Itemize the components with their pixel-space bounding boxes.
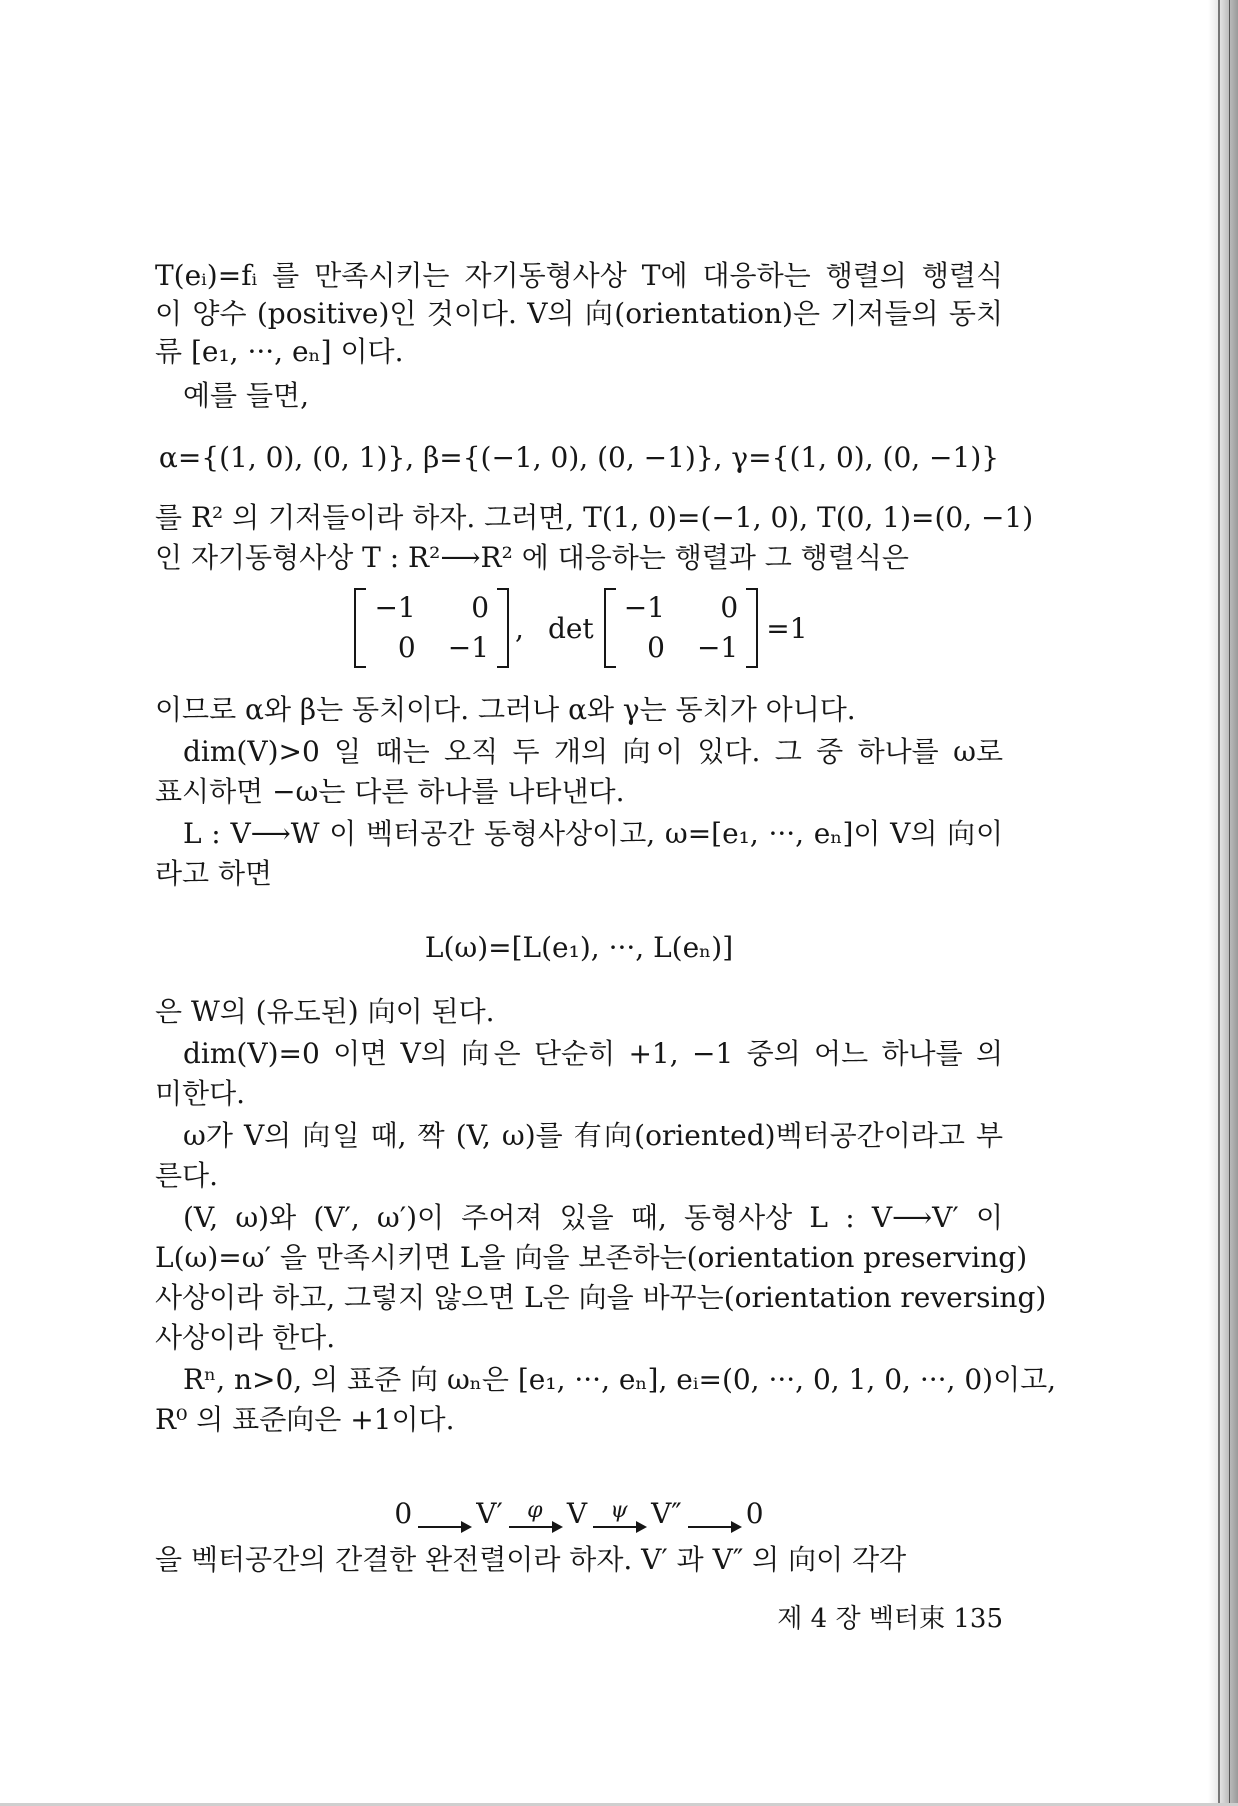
arrow	[509, 1500, 561, 1528]
page-footer: 제 4 장 벡터束 135	[777, 1604, 1003, 1634]
text-line-21: Rⁿ, n>0, 의 표준 向 ωₙ은 [e₁, ···, eₙ], eᵢ=(0, ···, 0, 1, 0, ···, 0)이고,	[183, 1363, 1057, 1396]
text-line-17: (V, ω)와 (V′, ω′)이 주어져 있을 때, 동형사상 L : V⟶V′ 이	[183, 1201, 1003, 1234]
exact-sequence	[155, 1456, 1003, 1532]
text-line-18: L(ω)=ω′ 을 만족시키면 L을 向을 보존하는(orientation preserving)	[155, 1241, 1028, 1274]
text-line-13: dim(V)=0 이면 V의 向은 단순히 +1, −1 중의 어느 하나를 의	[183, 1037, 1003, 1070]
text-line-19: 사상이라 하고, 그렇지 않으면 L은 向을 바꾸는(orientation reversing)	[155, 1281, 1047, 1314]
matrix-entry: −1	[696, 631, 739, 664]
text-line-20: 사상이라 한다.	[155, 1321, 336, 1354]
text-line-11: 라고 하면	[155, 857, 273, 890]
page-edge-line-outer	[1229, 0, 1230, 1806]
seq-term: V″	[651, 1497, 682, 1530]
text-line-16: 른다.	[155, 1159, 218, 1192]
display-equation: L(ω)=[L(e₁), ···, L(eₙ)]	[424, 931, 734, 964]
arrow-shaft	[688, 1526, 740, 1528]
matrix-separator: ,	[515, 611, 524, 645]
set-definitions: α={(1, 0), (0, 1)}, β={(−1, 0), (0, −1)}, γ={(1, 0), (0, −1)}	[158, 441, 1000, 474]
left-bracket	[354, 588, 366, 668]
matrix-entry: −1	[623, 591, 665, 624]
text-line-1: T(eᵢ)=fᵢ 를 만족시키는 자기동형사상 T에 대응하는 행렬의 행렬식	[155, 259, 1003, 292]
arrow	[593, 1500, 645, 1528]
text-line-2: 이 양수 (positive)인 것이다. V의 向(orientation)은 기저들의 동치	[155, 297, 1003, 330]
determinant-matrix	[604, 588, 759, 668]
text-line-10: L : V⟶W 이 벡터공간 동형사상이고, ω=[e₁, ···, eₙ]이 V의 向이	[183, 817, 1003, 850]
matrix-entry: 0	[471, 591, 490, 624]
matrix-entry: 0	[397, 631, 416, 664]
arrow-shaft	[509, 1526, 561, 1528]
text-line-23: 을 벡터공간의 간결한 완전렬이라 하자. V′ 과 V″ 의 向이 각각	[155, 1543, 907, 1576]
matrix-body	[616, 588, 747, 668]
matrix-entry: −1	[447, 631, 490, 664]
text-line-9: 표시하면 −ω는 다른 하나를 나타낸다.	[155, 775, 625, 808]
seq-term: V	[566, 1497, 588, 1530]
right-bracket	[746, 588, 758, 668]
seq-term: 0	[394, 1497, 413, 1530]
arrow	[418, 1500, 470, 1528]
text-line-5: 를 R² 의 기저들이라 하자. 그러면, T(1, 0)=(−1, 0), T(0, 1)=(0, −1)	[155, 501, 1034, 534]
text-line-14: 미한다.	[155, 1077, 246, 1110]
seq-term: V′	[476, 1497, 503, 1530]
right-bracket	[497, 588, 509, 668]
page-edge-shadow	[1208, 0, 1238, 1806]
text-line-15: ω가 V의 向일 때, 짝 (V, ω)를 有向(oriented)벡터공간이라고 부	[183, 1119, 1003, 1152]
seq-term: 0	[745, 1497, 764, 1530]
arrow-label: ψ	[610, 1498, 628, 1523]
text-line-3: 류 [e₁, ···, eₙ] 이다.	[155, 335, 404, 368]
det-result: =1	[766, 611, 808, 645]
left-bracket	[604, 588, 616, 668]
arrow-label: φ	[527, 1498, 543, 1523]
text-line-6: 인 자기동형사상 T : R²⟶R² 에 대응하는 행렬과 그 행렬식은	[155, 541, 909, 574]
text-line-12: 은 W의 (유도된) 向이 된다.	[155, 995, 495, 1028]
det-label: det	[547, 611, 594, 645]
matrix	[354, 588, 509, 668]
arrow-shaft	[593, 1526, 645, 1528]
text-line-8: dim(V)>0 일 때는 오직 두 개의 向이 있다. 그 중 하나를 ω로	[183, 735, 1003, 768]
arrow-shaft	[418, 1526, 470, 1528]
matrix-entry: 0	[720, 591, 739, 624]
text-line-4: 예를 들면,	[183, 379, 309, 412]
matrix-entry: 0	[647, 631, 665, 664]
text-line-22: R⁰ 의 표준向은 +1이다.	[155, 1403, 455, 1436]
text-line-7: 이므로 α와 β는 동치이다. 그러나 α와 γ는 동치가 아니다.	[155, 693, 856, 726]
matrix-display	[155, 584, 1003, 672]
matrix-body	[366, 588, 497, 668]
arrow	[688, 1500, 740, 1528]
page-edge-line	[1218, 0, 1220, 1806]
matrix-entry: −1	[374, 591, 416, 624]
